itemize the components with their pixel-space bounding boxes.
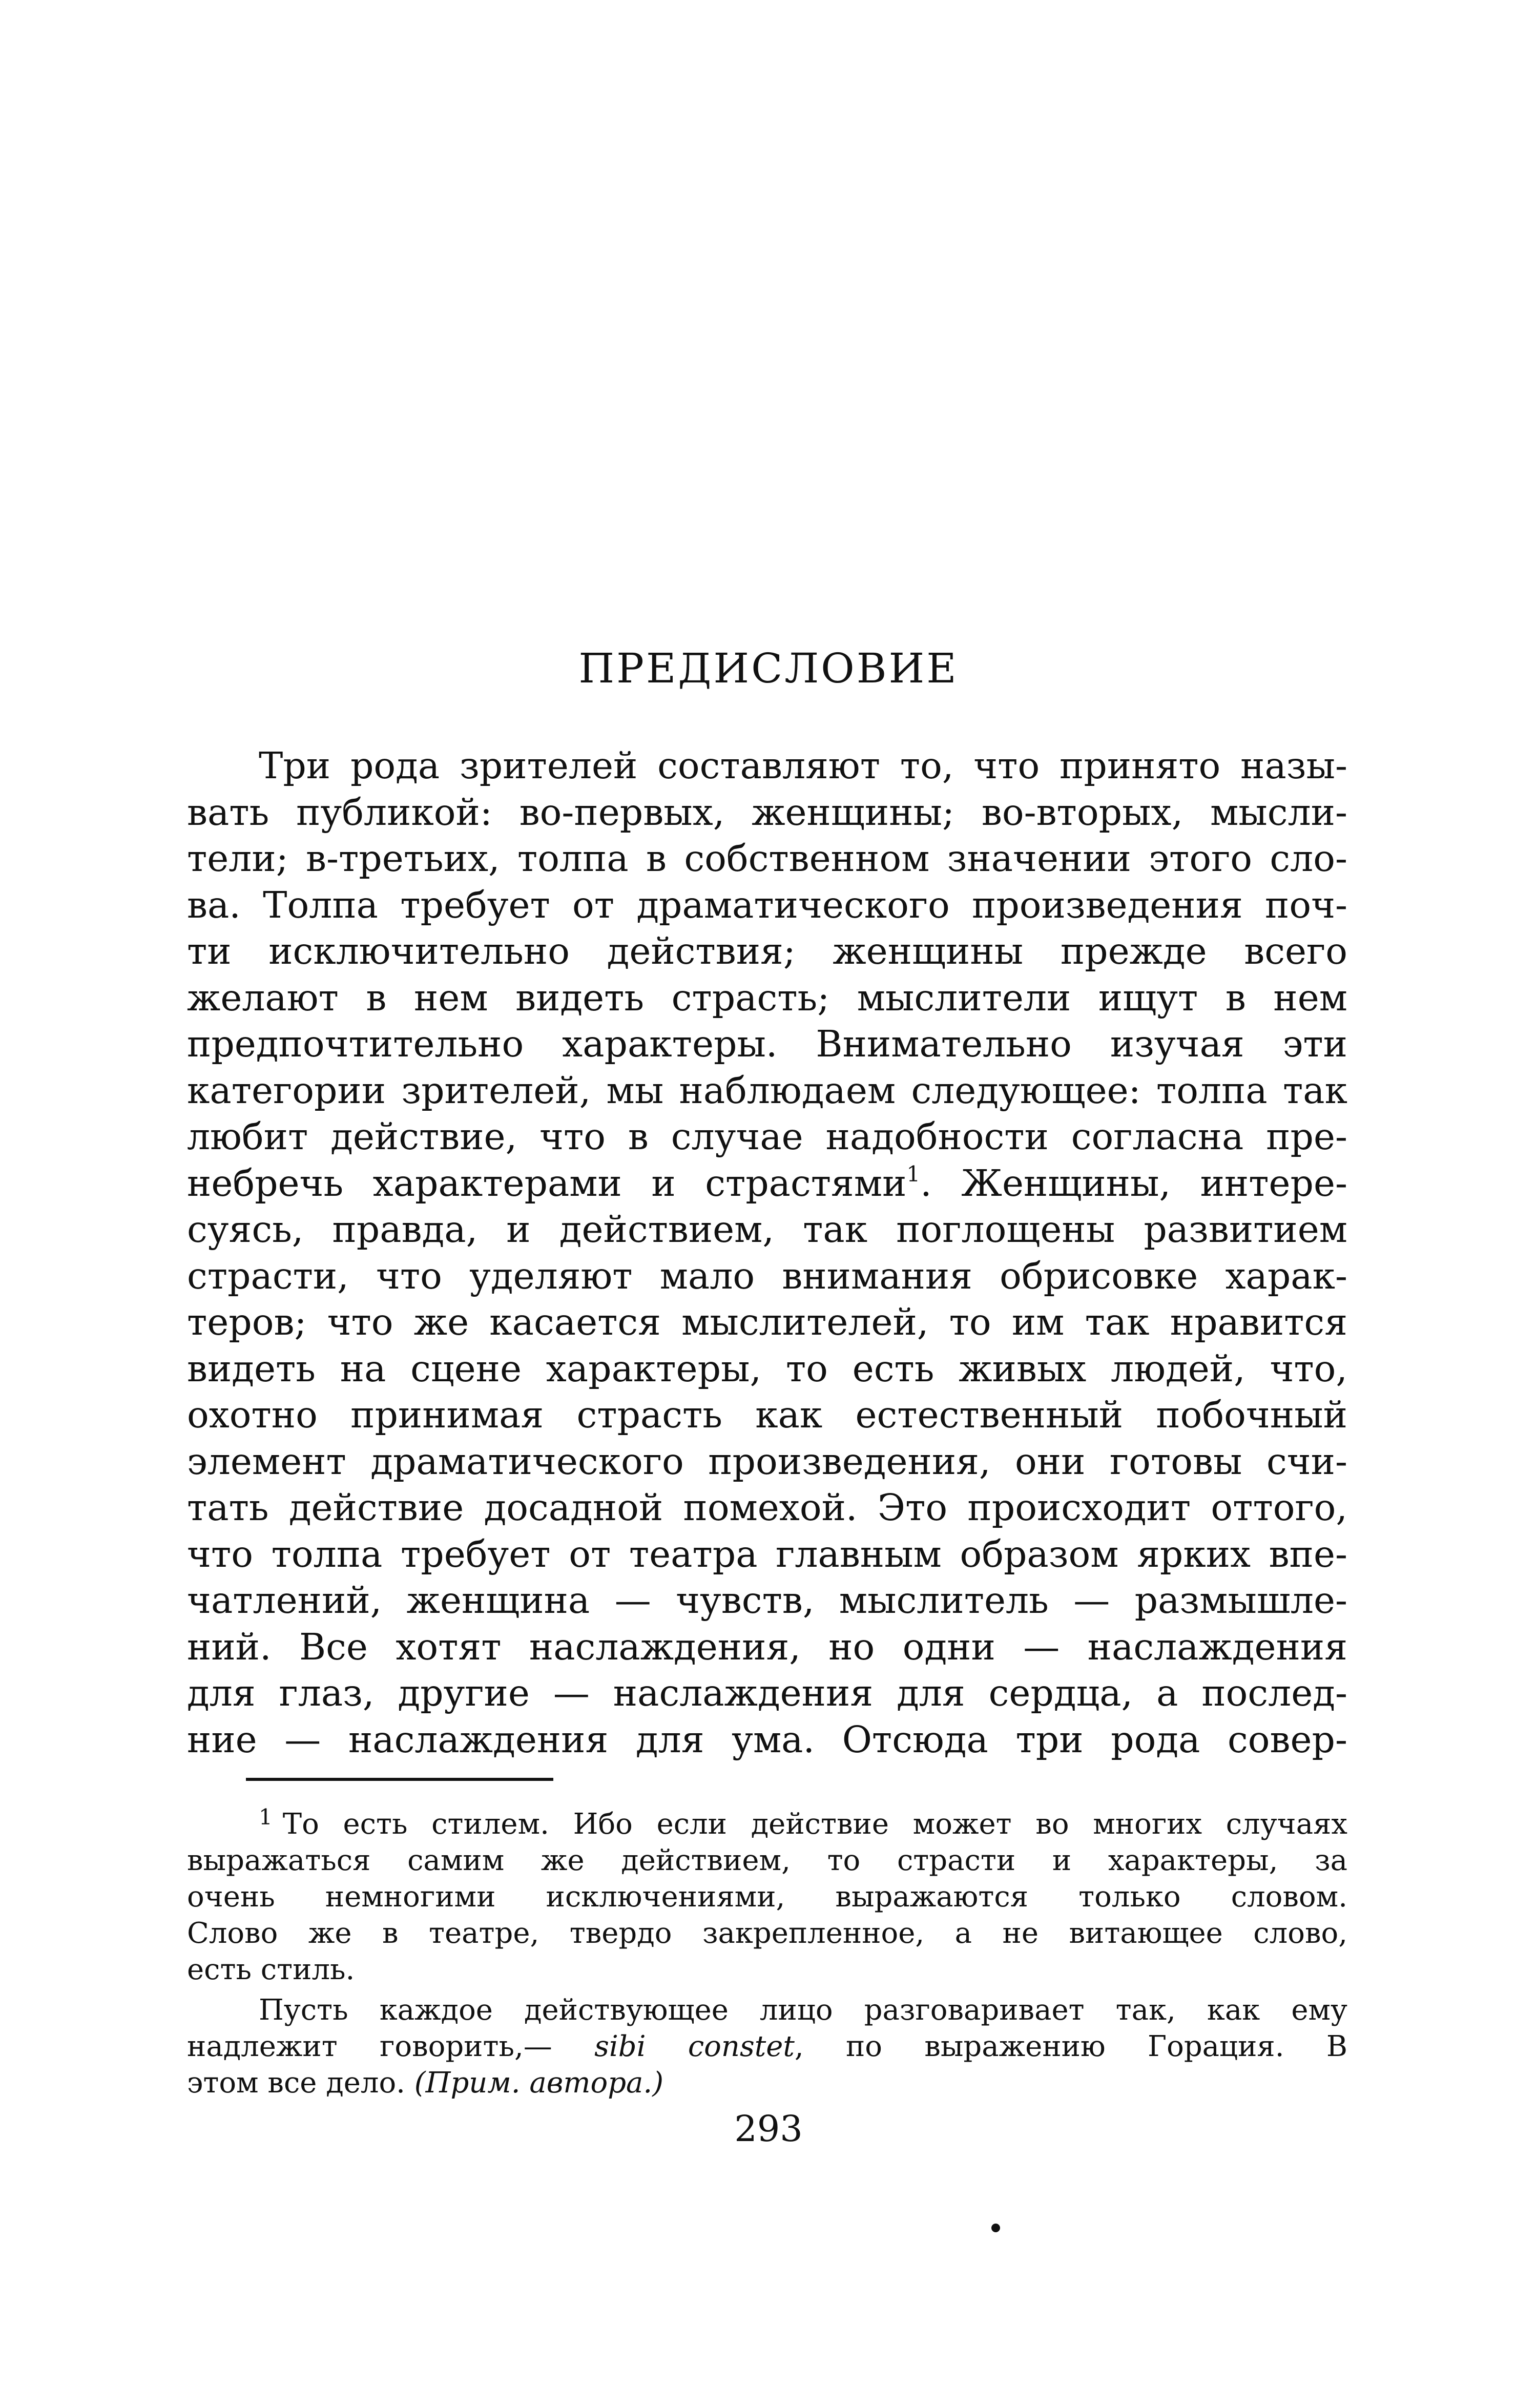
- text-line: тать действие досадной помехой. Это происходит оттого,: [187, 1486, 1347, 1529]
- text-line: суясь, правда, и действием, так поглощены развитием: [187, 1208, 1347, 1251]
- text-line: категории зрителей, мы наблюдаем следующее: толпа так: [187, 1069, 1347, 1112]
- page-title: ПРЕДИСЛОВИЕ: [578, 645, 959, 692]
- footnote-line: Слово же в театре, твердо закрепленное, а не витающее слово,: [187, 1917, 1347, 1950]
- footnote-line: Пусть каждое действующее лицо разговаривает так, как ему: [259, 1994, 1347, 2027]
- text-line: ние — наслаждения для ума. Отсюда три рода совер-: [187, 1718, 1347, 1761]
- text-line: видеть на сцене характеры, то есть живых людей, что,: [187, 1347, 1347, 1390]
- footnote-text: , по выражению Горация. В: [794, 2030, 1347, 2063]
- text-line: желают в нем видеть страсть; мыслители ищут в нем: [187, 976, 1347, 1019]
- footnote-line: [187, 1806, 1347, 1842]
- text-line: Три рода зрителей составляют то, что принято назы-: [259, 744, 1347, 787]
- text-line: для глаз, другие — наслаждения для сердца, а послед-: [187, 1672, 1347, 1714]
- latin-quote: sibi constet: [594, 2030, 795, 2063]
- main-text: [187, 743, 1347, 1763]
- footnote-line: есть стиль.: [187, 1953, 355, 1986]
- ink-dot: [991, 2224, 1000, 2232]
- text-line: ти исключительно действия; женщины прежде всего: [187, 930, 1347, 972]
- footnote-line: выражаться самим же действием, то страсти и характеры, за: [187, 1844, 1347, 1877]
- text-fragment: . Женщины, интере-: [920, 1161, 1347, 1205]
- footnote-divider: [246, 1778, 553, 1781]
- text-fragment: небречь характерами и страстями: [187, 1161, 907, 1205]
- text-line: предпочтительно характеры. Внимательно изучая эти: [187, 1023, 1347, 1065]
- page-number: 293: [734, 2108, 803, 2150]
- footnotes: [187, 1806, 1347, 2101]
- footnote-text: надлежит говорить,—: [187, 2030, 595, 2063]
- text-line: элемент драматического произведения, они готовы счи-: [187, 1440, 1347, 1483]
- footnote-text: То есть стилем. Ибо если действие может во многих случаях: [282, 1808, 1347, 1841]
- text-line: страсти, что уделяют мало внимания обрисовке харак-: [187, 1254, 1347, 1297]
- author-note: (Прим. автора.): [414, 2066, 664, 2100]
- text-line: теров; что же касается мыслителей, то им так нравится: [187, 1301, 1347, 1343]
- footnote-line: [187, 2028, 1347, 2065]
- footnote-line: очень немногими исключениями, выражаются только словом.: [187, 1880, 1347, 1914]
- text-line: тели; в-третьих, толпа в собственном значении этого сло-: [187, 837, 1347, 880]
- text-line: вать публикой: во-первых, женщины; во-вторых, мысли-: [187, 791, 1347, 834]
- text-line-with-footnote: [187, 1160, 1347, 1207]
- footnote-marker: 1: [259, 1804, 273, 1830]
- footnote-line: [187, 2065, 1347, 2101]
- text-line: ний. Все хотят наслаждения, но одни — наслаждения: [187, 1625, 1347, 1668]
- text-line: что толпа требует от театра главным образом ярких впе-: [187, 1532, 1347, 1575]
- footnote-text: этом все дело.: [187, 2066, 414, 2100]
- text-line: чатлений, женщина — чувств, мыслитель — размышле-: [187, 1579, 1347, 1622]
- footnote-reference: 1: [906, 1161, 921, 1187]
- text-line: любит действие, что в случае надобности согласна пре-: [187, 1115, 1347, 1158]
- text-line: охотно принимая страсть как естественный побочный: [187, 1394, 1347, 1436]
- text-line: ва. Толпа требует от драматического произведения поч-: [187, 883, 1347, 926]
